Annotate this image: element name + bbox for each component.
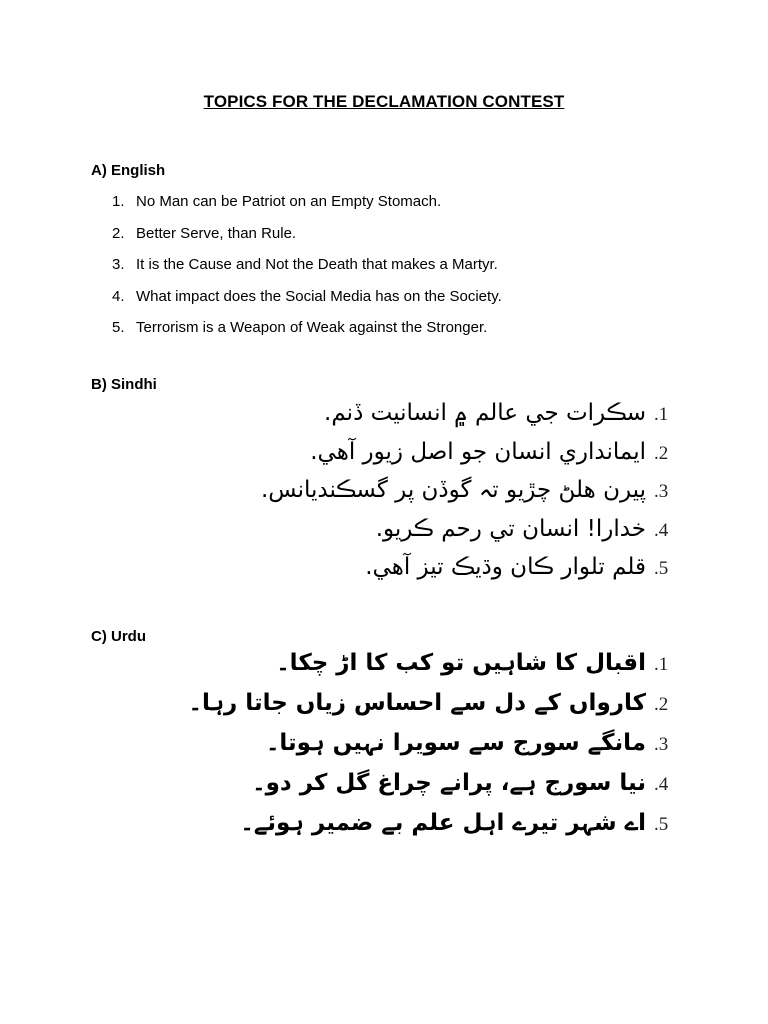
item-number: .1 [654,654,669,675]
item-number: .4 [654,519,669,541]
urdu-topic-item [188,730,676,770]
english-topics-list [112,193,502,351]
sindhi-topic-item [261,516,676,555]
urdu-topic-item [188,650,676,690]
item-number: .2 [654,694,669,715]
item-number: .4 [654,774,669,795]
item-text: What impact does the Social Media has on the Society. [136,287,502,305]
item-number: .1 [654,404,669,425]
item-text: اے شہر تیرے اہل علم بے ضمیر ہوئے۔ [240,810,646,836]
item-text: It is the Cause and Not the Death that makes a Martyr. [136,256,498,273]
urdu-topic-item [188,810,676,850]
item-text: No Man can be Patriot on an Empty Stomach. [136,193,442,210]
item-number: 2. [112,224,125,242]
item-text: نیا سورج ہے، پرانے چراغ گل کر دو۔ [252,770,646,796]
section-heading-sindhi: B) Sindhi [91,376,157,393]
english-topic-item [112,319,502,351]
english-topic-item [112,225,502,257]
item-number: 4. [112,287,125,305]
item-number: 1. [112,193,125,210]
sindhi-topic-item [261,400,676,439]
urdu-topic-item [188,770,676,810]
item-number: .2 [654,442,669,464]
item-text: سڪرات جي عالم ۾ انسانيت ڏنم. [324,400,646,426]
section-heading-english: A) English [91,162,166,179]
sindhi-topic-item [261,477,676,516]
section-heading-urdu: C) Urdu [91,628,146,645]
sindhi-topic-item [261,554,676,593]
item-text: کارواں کے دل سے احساس زیاں جاتا رہا۔ [188,690,646,716]
sindhi-topics-list [261,400,676,593]
sindhi-topic-item [261,439,676,478]
item-text: مانگے سورج سے سویرا نہیں ہوتا۔ [265,730,646,756]
english-topic-item [112,193,502,225]
item-number: 5. [112,319,125,336]
item-text: Better Serve, than Rule. [136,224,297,242]
english-topic-item [112,288,502,320]
item-text: خدارا! انسان تي رحم ڪريو. [375,515,646,542]
urdu-topic-item [188,690,676,730]
item-text: ايمانداري انسان جو اصل زيور آهي. [310,438,646,465]
item-text: پيرن هلڻ چڙيو تہ گوڏن پر گسڪنديانس. [260,477,646,503]
item-number: 3. [112,256,125,273]
urdu-topics-list [188,650,676,850]
item-number: .5 [654,814,669,835]
item-text: قلم تلوار ڪان وڌيڪ تيز آهي. [365,554,646,580]
item-text: Terrorism is a Weapon of Weak against the Stronger. [136,319,488,336]
item-number: .3 [654,481,669,502]
item-number: .3 [654,734,669,755]
page-title: TOPICS FOR THE DECLAMATION CONTEST [203,92,565,111]
english-topic-item [112,256,502,288]
item-text: اقبال کا شاہیں تو کب کا اڑ چکا۔ [276,650,646,676]
item-number: .5 [654,558,669,579]
